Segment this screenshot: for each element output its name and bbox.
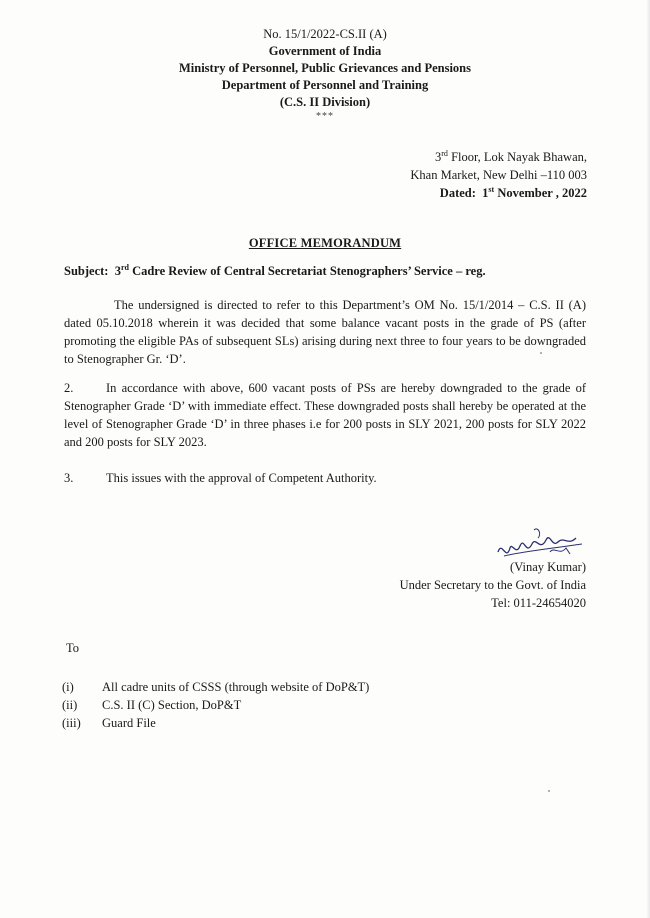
office-address [410,148,587,202]
paragraph-2-text: In accordance with above, 600 vacant posts of PSs are hereby downgraded to the grade of Stenographer Grade ‘D’ with immediate effect. These downgraded posts shall hereby be operated at the level of Stenographer Grade ‘D’ in three phases i.e for 200 posts in SLY 2021, 200 posts for SLY 2022 and 200 posts for SLY 2023. [64,381,586,450]
list-item: (ii) C.S. II (C) Section, DoP&T [62,698,242,713]
scan-speck [540,352,542,354]
to-label: To [66,641,80,655]
paragraph-2-number: 2. [64,381,74,395]
signatory-designation: Under Secretary to the Govt. of India [399,578,586,593]
signatory-name: (Vinay Kumar) [510,560,586,574]
paragraph-3-number: 3. [64,471,74,485]
department-name: Department of Personnel and Training [221,77,429,92]
recipient-list [62,678,369,732]
list-item: (iii) Guard File [62,716,156,731]
letterhead [0,26,650,124]
scan-speck [548,790,550,792]
division-name: (C.S. II Division) [279,94,371,109]
paragraph-3-text: This issues with the approval of Competent Authority. [106,471,377,485]
page-edge [646,0,650,918]
signatory-telephone: Tel: 011-24654020 [491,596,586,611]
ministry-name: Ministry of Personnel, Public Grievances and Pensions [178,60,471,75]
reference-number: No. 15/1/2022-CS.II (A) [263,27,387,41]
signatory-block [400,558,586,612]
date-line: Dated: 1st November , 2022 [439,185,587,201]
address-line-1: 3rd Floor, Lok Nayak Bhawan, [435,148,587,164]
separator-stars: *** [316,111,334,123]
government-name: Government of India [268,43,382,58]
paragraph-1: The undersigned is directed to refer to this Department’s OM No. 15/1/2014 – C.S. II (A) dated 05.10.2018 wherein it was decided that some balance vacant posts in the grade of PS (after promoting the eligible PAs of subsequent SLs) arising during next three to four years to be downgraded to Stenographer Gr. ‘D’. [64,298,586,367]
memo-subject: Subject: 3rd Cadre Review of Central Secretariat Stenographers’ Service – reg. [64,262,486,278]
paragraph-2 [64,379,586,452]
paragraph-3 [64,469,586,487]
memo-title: OFFICE MEMORANDUM [248,236,402,250]
address-line-2: Khan Market, New Delhi –110 003 [410,168,587,183]
list-item: (i) All cadre units of CSSS (through website of DoP&T) [62,680,370,694]
